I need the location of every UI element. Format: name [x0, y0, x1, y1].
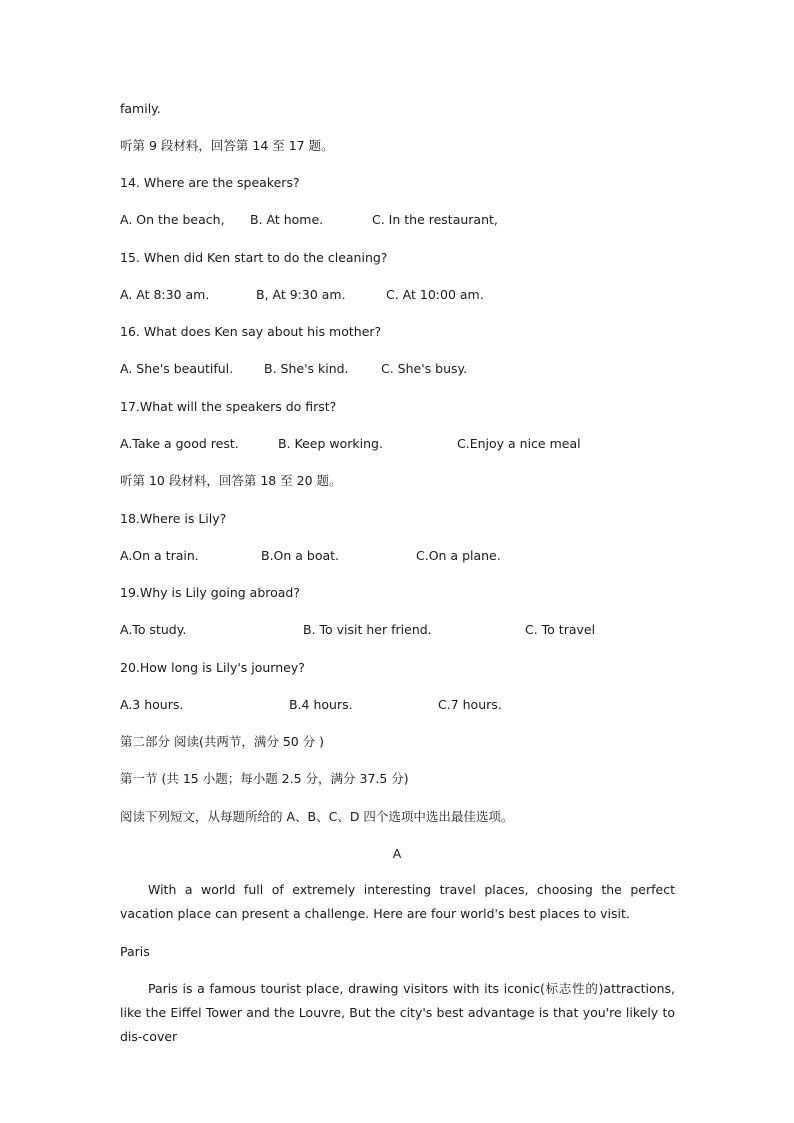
- option-b: B. She's kind.: [264, 361, 349, 376]
- part-heading: 第二部分 阅读(共两节，满分 50 分 ): [120, 734, 325, 749]
- option-c: C. In the restaurant,: [372, 212, 498, 227]
- option-a: A.3 hours.: [120, 697, 184, 712]
- option-b: B.On a boat.: [261, 548, 340, 563]
- question-20: 20.How long is Lily's journey?: [120, 660, 305, 675]
- section-instruction: 听第 10 段材料，回答第 18 至 20 题。: [120, 473, 342, 488]
- option-a: A.On a train.: [120, 548, 199, 563]
- option-b: B, At 9:30 am.: [256, 287, 346, 302]
- option-c: C.On a plane.: [416, 548, 501, 563]
- option-a: A. She's beautiful.: [120, 361, 234, 376]
- paragraph-text: Paris is a famous tourist place, drawing visitors with its iconic(标志性的)attractions, like the Eiffel Tower and the Louvre, But the city's best advantage is that you're likely to dis-cover: [120, 981, 675, 1044]
- option-c: C. She's busy.: [381, 361, 468, 376]
- option-a: A. On the beach,: [120, 212, 225, 227]
- option-a: A. At 8:30 am.: [120, 287, 210, 302]
- question-15: 15. When did Ken start to do the cleaning?: [120, 250, 388, 265]
- question-19: 19.Why is Lily going abroad?: [120, 585, 300, 600]
- option-b: B. To visit her friend.: [303, 622, 432, 637]
- paragraph-paris: [120, 977, 675, 1049]
- option-c: C. At 10:00 am.: [386, 287, 484, 302]
- section-heading: 第一节 (共 15 小题；每小题 2.5 分，满分 37.5 分): [120, 771, 409, 786]
- reading-instruction: 阅读下列短文，从每题所给的 A、B、C、D 四个选项中选出最佳选项。: [120, 809, 514, 824]
- passage-label: A: [392, 846, 402, 861]
- option-a: A.Take a good rest.: [120, 436, 239, 451]
- question-18: 18.Where is Lily?: [120, 511, 227, 526]
- question-17: 17.What will the speakers do first?: [120, 399, 337, 414]
- section-instruction: 听第 9 段材料，回答第 14 至 17 题。: [120, 138, 334, 153]
- option-a: A.To study.: [120, 622, 187, 637]
- option-b: B. At home.: [250, 212, 324, 227]
- question-16: 16. What does Ken say about his mother?: [120, 324, 382, 339]
- heading-paris: Paris: [120, 944, 150, 959]
- text-line: family.: [120, 101, 161, 116]
- paragraph-text: With a world full of extremely interesting travel places, choosing the perfect vacation place can present a challenge. Here are four world's best places to visit.: [120, 882, 675, 921]
- option-c: C.Enjoy a nice meal: [457, 436, 581, 451]
- option-c: C.7 hours.: [438, 697, 502, 712]
- question-14: 14. Where are the speakers?: [120, 175, 300, 190]
- paragraph-intro: [120, 878, 675, 926]
- option-b: B. Keep working.: [278, 436, 383, 451]
- option-c: C. To travel: [525, 622, 596, 637]
- option-b: B.4 hours.: [289, 697, 353, 712]
